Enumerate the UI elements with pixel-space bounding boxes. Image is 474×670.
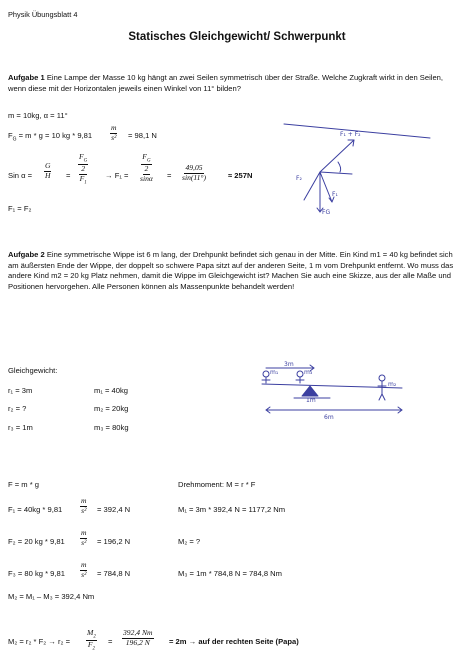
f2-unit-fraction: $\frac{m}{\text{s²}}$: [81, 528, 87, 547]
torque-formula: Drehmoment: M = r * F: [178, 480, 256, 489]
torque-m2: M₂ = ?: [178, 537, 201, 546]
fg-equation: $F_G = m * g = 10$ kg * 9,81: [8, 131, 93, 143]
task1-result: ≈ 257N: [228, 171, 253, 180]
task2-text: [8, 250, 463, 292]
fg2-over-f1-fraction: $F_G$ 2 $F_1$: [79, 152, 88, 186]
f1-equals-f2: F₁ = F₂: [8, 204, 32, 213]
m2: m₂ = 20kg: [94, 404, 129, 413]
sketch-label-fg: FG: [322, 209, 331, 216]
m1: m₁ = 40kg: [94, 386, 129, 395]
numeric-fraction: $\frac{49,05}{\sin(11^\circ)}$: [182, 163, 206, 182]
final-result: = 2m → auf der rechten Seite (Papa): [169, 637, 299, 646]
equilibrium-label: Gleichgewicht:: [8, 366, 58, 375]
numeric-final-fraction: $\frac{392,4 Nm}{196,2 N}$: [123, 628, 153, 647]
f1-result: = 392,4 N: [97, 505, 131, 514]
final-equals: =: [108, 637, 113, 646]
seesaw-label-m3: m₃: [304, 369, 313, 376]
sketch-label-f2: F₂: [296, 175, 302, 182]
torque-m3: M₃ = 1m * 784,8 N = 784,8 Nm: [178, 569, 282, 578]
fg2-over-sin-fraction: $F_G$ 2 sinα: [140, 152, 153, 183]
m3: m₃ = 80kg: [94, 423, 129, 432]
task1-body: Eine Lampe der Masse 10 kg hängt an zwei Seilen symmetrisch über der Straße. Welche Zugkraft wirkt in den Seilen, wenn diese mit der Horizontalen jeweils einen Winkel von 11° bilden?: [8, 73, 444, 93]
final-left: M₂ = r₂ * F₂ → r₂ =: [8, 637, 70, 646]
seesaw-label-1m: 1m: [306, 397, 316, 404]
m2-line: M₂ = M₁ – M₃ = 392,4 Nm: [8, 592, 95, 601]
torque-m1: M₁ = 3m * 392,4 N = 1177,2 Nm: [178, 505, 286, 514]
task1-given: m = 10kg, α = 11°: [8, 111, 68, 120]
seesaw-label-3m: 3m: [284, 361, 294, 368]
arrow-f1: → F₁ =: [105, 171, 129, 180]
sin-alpha-label: Sin α =: [8, 171, 33, 180]
page-header: Physik Übungsblatt 4: [8, 10, 78, 19]
f3-calc: F₃ = 80 kg * 9,81: [8, 569, 65, 578]
force-formula: F = m * g: [8, 480, 40, 489]
f2-result: = 196,2 N: [97, 537, 131, 546]
task1-text: [8, 73, 463, 94]
task2-body: Eine symmetrische Wippe ist 6 m lang, der Drehpunkt befindet sich genau in der Mitte. Ein Kind m1 = 40 kg befindet sich am äußersten Ende der Wippe, der doppelt so schwere Papa sitzt auf der anderen Seite, 1 m vom Drehpunkt entfernt. Wo muss das andere Kind m2 = 20 kg Platz nehmen, damit die Wippe im Gleichgewicht ist? Machen Sie auch eine Skizze, aus der alle Maße und Positionen hervorgehen. Alle Personen können als Massenpunkte behandelt werden!: [8, 250, 454, 291]
r1: r₁ = 3m: [8, 386, 33, 395]
r2: r₂ = ?: [8, 404, 27, 413]
seesaw-sketch: [252, 362, 412, 442]
f1-calc: F₁ = 40kg * 9,81: [8, 505, 63, 514]
f3-result: = 784,8 N: [97, 569, 131, 578]
seesaw-label-6m: 6m: [324, 414, 334, 421]
task1-label: Aufgabe 1: [8, 73, 45, 82]
m2-over-f2-fraction: $\frac{M_2}{F_2}$: [87, 628, 96, 652]
f1-unit-fraction: $\frac{m}{\text{s²}}$: [81, 496, 87, 515]
lamp-force-sketch: [282, 110, 432, 220]
g-over-h-fraction: $\frac{G}{H}$: [45, 161, 51, 180]
equals-1: =: [66, 171, 71, 180]
r3: r₃ = 1m: [8, 423, 33, 432]
page-title: Statisches Gleichgewicht/ Schwerpunkt: [128, 31, 346, 43]
seesaw-label-m2: m₂: [388, 381, 397, 388]
seesaw-label-m1: m₁: [270, 369, 279, 376]
f2-calc: F₂ = 20 kg * 9,81: [8, 537, 65, 546]
f3-unit-fraction: $\frac{m}{\text{s²}}$: [81, 560, 87, 579]
fg-result: = 98,1 N: [128, 131, 157, 140]
task2-label: Aufgabe 2: [8, 250, 45, 259]
sketch-label-sum: F₁ + F₂: [340, 131, 361, 138]
equals-2: =: [167, 171, 172, 180]
fg-unit-fraction: $\frac{m}{\text{s²}}$: [111, 123, 117, 142]
sketch-label-f1: F₁: [332, 191, 338, 198]
